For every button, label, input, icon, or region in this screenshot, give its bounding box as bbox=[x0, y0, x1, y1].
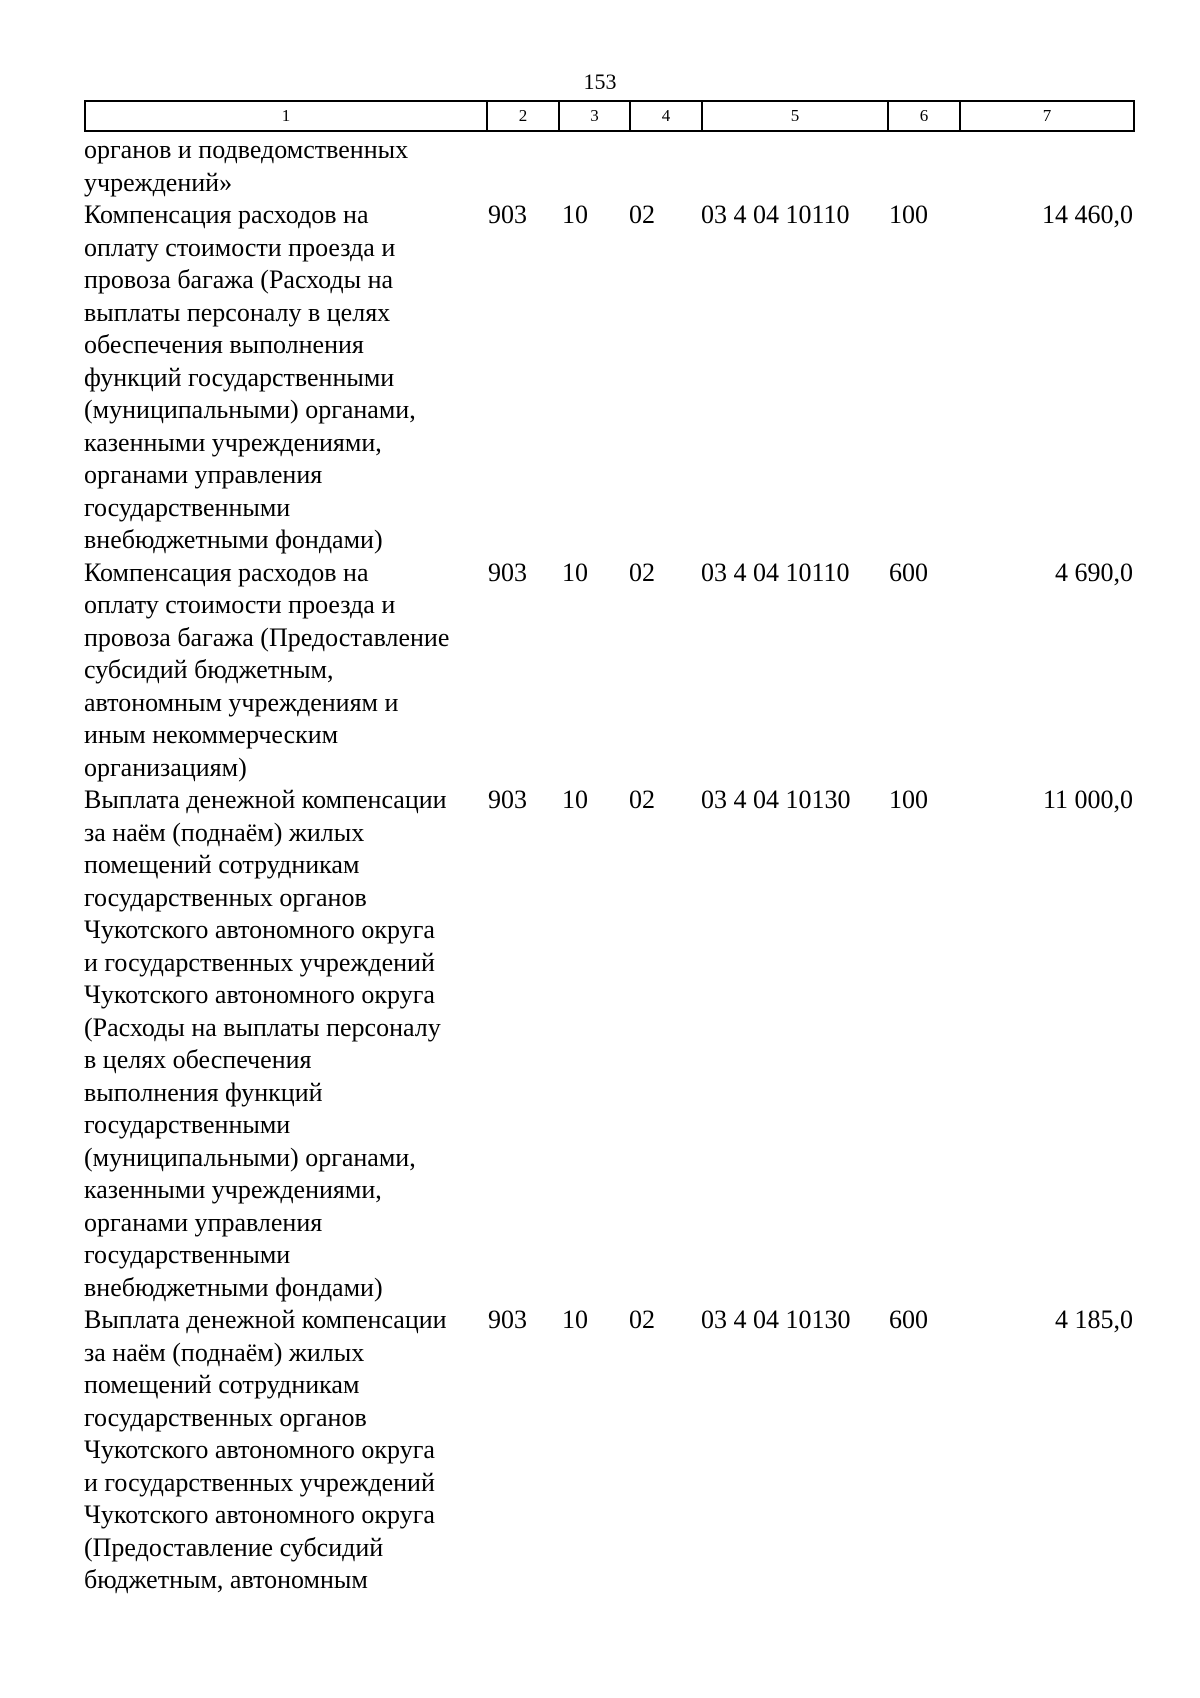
description-line: Чукотского автономного округа bbox=[84, 1500, 435, 1529]
description-line: внебюджетными фондами) bbox=[84, 525, 383, 554]
row-description bbox=[84, 134, 486, 199]
row-target-article: 03 4 04 10130 bbox=[701, 1305, 851, 1334]
description-line: государственными bbox=[84, 492, 291, 522]
table-row bbox=[84, 1304, 1133, 1597]
description-line: казенными учреждениями, bbox=[84, 1175, 382, 1204]
table-row bbox=[84, 784, 1133, 1304]
row-description bbox=[84, 199, 486, 557]
row-expense-type: 100 bbox=[889, 785, 928, 814]
description-line: и государственных учреждений bbox=[84, 1467, 435, 1497]
description-line: Компенсация расходов на bbox=[84, 557, 369, 587]
row-section-code: 10 bbox=[562, 1305, 588, 1334]
row-amount: 11 000,0 bbox=[1042, 785, 1133, 814]
description-line: и государственных учреждений bbox=[84, 947, 435, 977]
description-line: Чукотского автономного округа bbox=[84, 1435, 435, 1464]
description-line: Чукотского автономного округа bbox=[84, 980, 435, 1009]
row-ministry-code: 903 bbox=[488, 785, 527, 814]
header-col-4: 4 bbox=[630, 101, 702, 131]
header-col-2: 2 bbox=[487, 101, 559, 131]
description-line: (Расходы на выплаты персоналу bbox=[84, 1012, 441, 1042]
row-expense-type: 600 bbox=[889, 557, 928, 587]
description-line: за наём (поднаём) жилых bbox=[84, 817, 365, 847]
description-line: (муниципальными) органами, bbox=[84, 1142, 416, 1172]
row-subsection-code: 02 bbox=[629, 785, 655, 814]
description-line: функций государственными bbox=[84, 362, 395, 392]
description-line: оплату стоимости проезда и bbox=[84, 590, 396, 619]
description-line: субсидий бюджетным, bbox=[84, 655, 334, 684]
row-amount bbox=[959, 134, 1133, 199]
row-ministry-code: 903 bbox=[488, 1305, 527, 1334]
row-subsection-code: 02 bbox=[629, 557, 655, 587]
description-line: органами управления bbox=[84, 460, 323, 489]
description-line: помещений сотрудникам bbox=[84, 850, 360, 879]
description-line: провоза багажа (Предоставление bbox=[84, 622, 450, 652]
header-col-1: 1 bbox=[85, 101, 487, 131]
page-number bbox=[0, 70, 1200, 94]
description-line: автономным учреждениям и bbox=[84, 687, 399, 717]
description-line: государственных органов bbox=[84, 882, 367, 912]
page-number-text: 153 bbox=[583, 69, 617, 94]
row-subsection-code: 02 bbox=[629, 200, 655, 229]
row-target-article: 03 4 04 10110 bbox=[701, 200, 850, 229]
row-ministry-code: 903 bbox=[488, 200, 527, 229]
description-line: Чукотского автономного округа bbox=[84, 915, 435, 944]
description-line: в целях обеспечения bbox=[84, 1045, 312, 1074]
description-line: иным некоммерческим bbox=[84, 720, 339, 749]
description-line: за наём (поднаём) жилых bbox=[84, 1337, 365, 1367]
row-expense-type: 100 bbox=[889, 200, 928, 229]
row-target-article: 03 4 04 10110 bbox=[701, 557, 850, 587]
row-target-article bbox=[701, 134, 887, 199]
description-line: Выплата денежной компенсации bbox=[84, 785, 447, 814]
header-row bbox=[85, 101, 1134, 131]
row-target-article: 03 4 04 10130 bbox=[701, 785, 851, 814]
row-section-code: 10 bbox=[562, 557, 588, 587]
row-description bbox=[84, 1304, 486, 1597]
description-line: оплату стоимости проезда и bbox=[84, 232, 396, 262]
header-col-7: 7 bbox=[960, 101, 1134, 131]
column-number-header bbox=[84, 100, 1135, 132]
description-line: Компенсация расходов на bbox=[84, 200, 369, 229]
row-subsection-code bbox=[629, 134, 701, 199]
description-line: провоза багажа (Расходы на bbox=[84, 265, 394, 294]
header-col-6: 6 bbox=[888, 101, 960, 131]
table-row bbox=[84, 199, 1133, 557]
row-subsection-code: 02 bbox=[629, 1305, 655, 1334]
description-line: бюджетным, автономным bbox=[84, 1565, 368, 1594]
table-body bbox=[84, 134, 1133, 1597]
description-line: органов и подведомственных bbox=[84, 135, 409, 164]
description-line: государственных органов bbox=[84, 1402, 367, 1432]
description-line: Выплата денежной компенсации bbox=[84, 1305, 447, 1334]
description-line: учреждений» bbox=[84, 167, 233, 197]
description-line: выплаты персоналу в целях bbox=[84, 297, 391, 327]
row-section-code: 10 bbox=[562, 200, 588, 229]
header-col-5: 5 bbox=[702, 101, 888, 131]
row-description bbox=[84, 557, 486, 785]
description-line: казенными учреждениями, bbox=[84, 427, 382, 457]
description-line: организациям) bbox=[84, 752, 247, 782]
row-ministry-code bbox=[486, 134, 558, 199]
row-description bbox=[84, 784, 486, 1304]
row-section-code: 10 bbox=[562, 785, 588, 814]
description-line: государственными bbox=[84, 1240, 291, 1269]
row-amount: 4 185,0 bbox=[1055, 1305, 1133, 1334]
description-line: выполнения функций bbox=[84, 1077, 323, 1107]
header-col-3: 3 bbox=[559, 101, 630, 131]
description-line: обеспечения выполнения bbox=[84, 330, 364, 359]
row-amount: 14 460,0 bbox=[1042, 200, 1133, 229]
description-line: (Предоставление субсидий bbox=[84, 1532, 384, 1562]
row-ministry-code: 903 bbox=[488, 557, 527, 587]
table-row bbox=[84, 557, 1133, 785]
description-line: государственными bbox=[84, 1110, 291, 1139]
description-line: органами управления bbox=[84, 1207, 323, 1237]
table-row bbox=[84, 134, 1133, 199]
description-line: помещений сотрудникам bbox=[84, 1370, 360, 1399]
row-amount: 4 690,0 bbox=[1055, 557, 1133, 587]
row-expense-type bbox=[887, 134, 959, 199]
description-line: внебюджетными фондами) bbox=[84, 1272, 383, 1302]
row-section-code bbox=[558, 134, 629, 199]
row-expense-type: 600 bbox=[889, 1305, 928, 1334]
description-line: (муниципальными) органами, bbox=[84, 395, 416, 424]
